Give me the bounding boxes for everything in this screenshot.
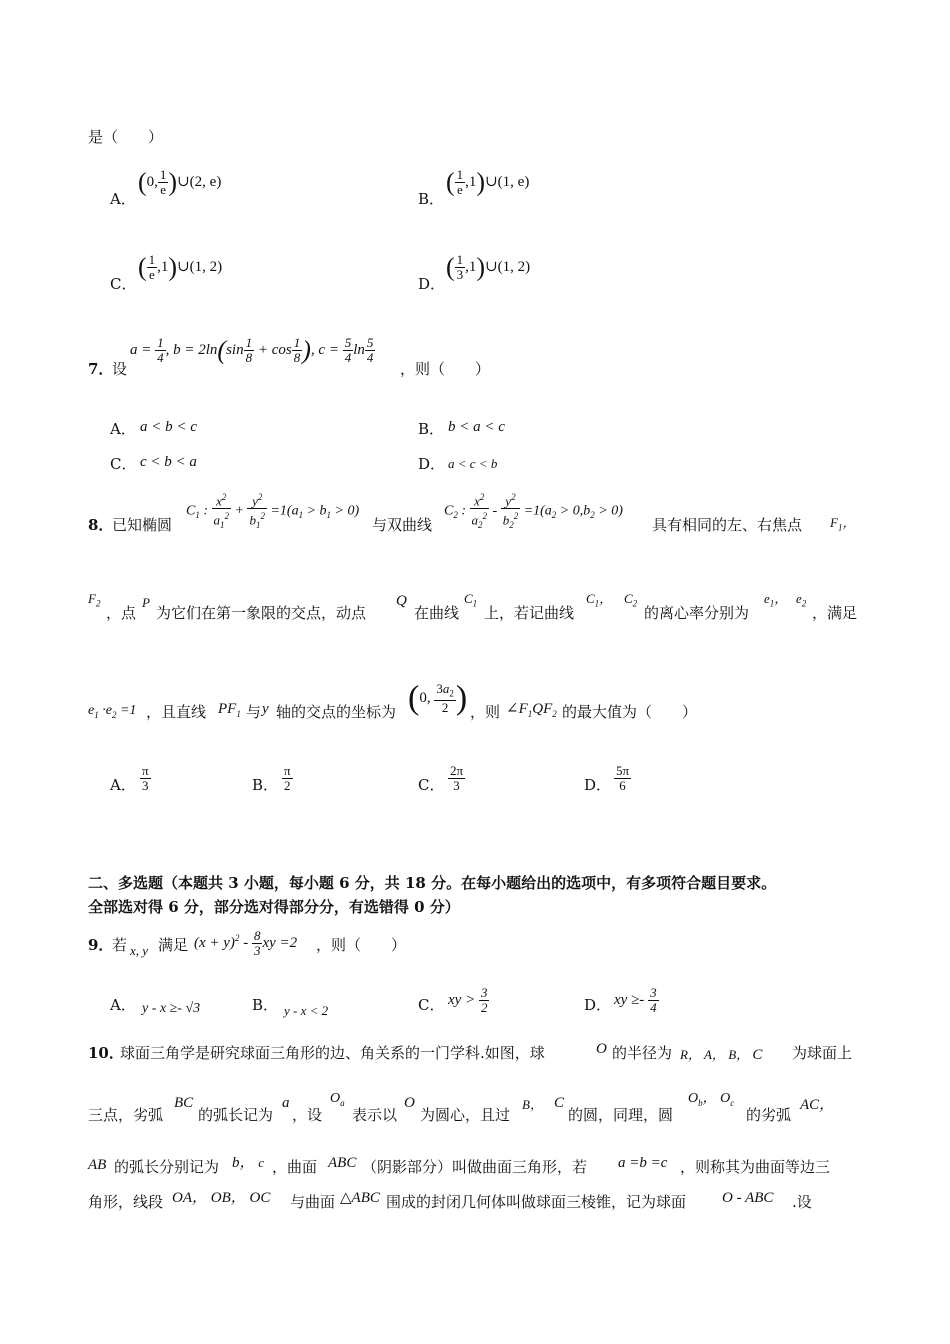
q10-text: ，设 (292, 1106, 323, 1124)
q10-text: 的半径为 (612, 1044, 673, 1062)
q8-text: 具有相同的左、右焦点 (652, 516, 803, 534)
option-label: C． (110, 455, 137, 473)
q8-text: ，满足 (812, 604, 858, 622)
q10-text: 的弧长记为 (198, 1106, 274, 1124)
q8-text: 上，若记曲线 (484, 604, 575, 622)
q8-text: 的离心率分别为 (644, 604, 750, 622)
option-label: A． (110, 776, 136, 794)
option-label: A． (110, 190, 136, 208)
q10-text: 的弧长分别记为 (114, 1158, 220, 1176)
q8-text: 已知椭圆 (112, 516, 173, 534)
option-label: B． (418, 420, 445, 438)
q10-text: 三点，劣弧 (88, 1106, 164, 1124)
option-expr: c < b < a (140, 454, 197, 470)
question-number: 7． (88, 360, 114, 378)
q10-text: ，曲面 (272, 1158, 318, 1176)
q10-text: 的劣弧 (746, 1106, 792, 1124)
q8-text: 与 (246, 703, 262, 721)
option-label: B． (252, 776, 279, 794)
q10-text: 表示以 (352, 1106, 398, 1124)
q8-text: 的最大值为（ ） (562, 703, 698, 721)
q8-text: 与双曲线 (372, 516, 433, 534)
option-label: D． (584, 996, 612, 1014)
question-number: 10． (88, 1044, 124, 1062)
question-number: 9． (88, 936, 114, 954)
q9-text: 满足 (158, 936, 189, 954)
q6-tail: 是（ ） (88, 128, 164, 146)
q10-text: 球面三角学是研究球面三角形的边、角关系的一门学科.如图，球 (120, 1044, 545, 1062)
option-label: D． (418, 275, 446, 293)
option-label: C． (418, 996, 445, 1014)
option-label: D． (584, 776, 612, 794)
q9-vars: x, y (130, 943, 149, 958)
section-heading-line2: 全部选对得 6 分，部分选对得部分分，有选错得 0 分） (88, 898, 460, 916)
option-expr: a < b < c (140, 419, 197, 435)
q8-text: ，则 (470, 703, 501, 721)
option-label: C． (110, 275, 137, 293)
section-heading: 二、多选题（本题共 3 小题，每小题 6 分，共 18 分。在每小题给出的选项中，有多项符合题目要求。 (88, 874, 777, 892)
option-label: C． (418, 776, 445, 794)
option-label: B． (418, 190, 445, 208)
q7-pre: 设 (112, 360, 128, 378)
option-expr: b < a < c (448, 419, 505, 435)
q10-text: ，则称其为曲面等边三 (680, 1158, 831, 1176)
q10-text: .设 (792, 1193, 812, 1211)
q10-text: 与曲面 (290, 1193, 336, 1211)
q7-post: ，则（ ） (400, 360, 491, 378)
q10-text: 为圆心，且过 (420, 1106, 511, 1124)
q7-formula: a = $\frac{1}{4}$ , b = 2ln(sin $\frac{1}{8}$ + cos $\frac{1}{8}$ ), c = $\frac{5}{4}$ ln $\frac{5}{4}$ (130, 335, 374, 366)
question-number: 8． (88, 516, 114, 534)
option-label: A． (110, 420, 136, 438)
q9-text: 若 (112, 936, 128, 954)
q8-text: 为它们在第一象限的交点，动点 (156, 604, 367, 622)
q9-text: ，则（ ） (316, 936, 407, 954)
q10-text: 角形，线段 (88, 1193, 164, 1211)
q10-text: 为球面上 (792, 1044, 853, 1062)
q8-text: ，点 (106, 604, 137, 622)
option-label: D． (418, 455, 446, 473)
option-expr: a < c < b (448, 456, 498, 471)
q8-text: ，且直线 (146, 703, 207, 721)
hyperbola-formula: $C_2$ : $\frac{x^2}{a_2^2}$ - $\frac{y^2}{b_2^2}$ $=1(a_2 > 0,b_2 > 0)$ (444, 492, 623, 531)
ellipse-formula: $C_1$ : $\frac{x^2}{a_1^2}$ + $\frac{y^2}{b_1^2}$ $=1(a_1 > b_1 > 0)$ (186, 492, 360, 531)
q10-text: （阴影部分）叫做曲面三角形，若 (362, 1158, 588, 1176)
option-label: A． (110, 996, 136, 1014)
option-label: B． (252, 996, 279, 1014)
q10-text: 围成的封闭几何体叫做球面三棱锥，记为球面 (386, 1193, 687, 1211)
q8-text: 在曲线 (414, 604, 460, 622)
q8-text: 轴的交点的坐标为 (276, 703, 397, 721)
q10-text: 的圆，同理，圆 (568, 1106, 674, 1124)
